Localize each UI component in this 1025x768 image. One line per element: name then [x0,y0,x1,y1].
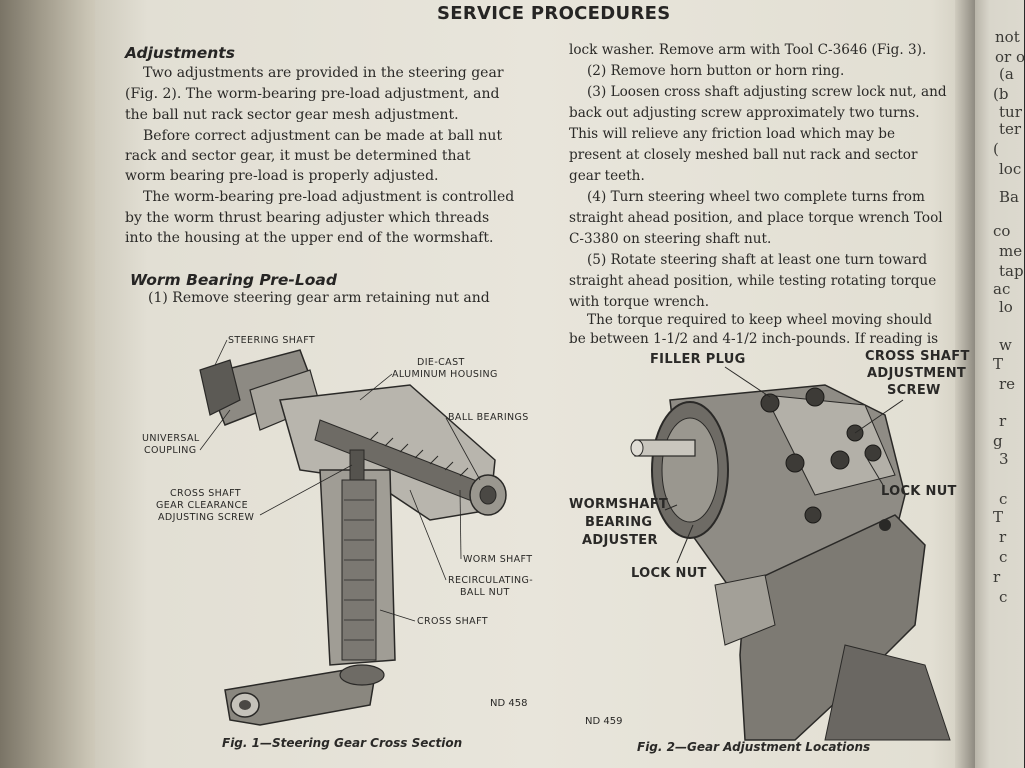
body-line: straight ahead position, while testing rotating torque [569,273,937,289]
label-ball-nut: BALL NUT [460,587,510,598]
label-cross-shaft-adj-2: ADJUSTMENT [867,366,967,381]
label-cross-shaft-adj-3: SCREW [887,383,941,398]
next-page-fragment: T [993,355,1004,373]
body-line: Two adjustments are provided in the steering gear [143,65,504,81]
body-line: gear teeth. [569,168,645,184]
body-line: lock washer. Remove arm with Tool C-3646 (Fig. 3). [569,42,927,58]
label-ball-bearings: BALL BEARINGS [448,412,529,423]
body-line: by the worm thrust bearing adjuster which threads [125,210,490,226]
body-line: C-3380 on steering shaft nut. [569,231,772,247]
next-page-fragment: not [995,28,1020,46]
body-line: (Fig. 2). The worm-bearing pre-load adjustment, and [125,86,500,102]
next-page-fragment: ter [999,120,1022,138]
figure-1-cross-section [130,330,560,730]
next-page-fragment: me [999,242,1023,260]
steering-gear-photo-drawing [631,385,950,740]
label-coupling: COUPLING [144,445,197,456]
label-aluminum-housing: ALUMINUM HOUSING [392,369,498,380]
figure-2-caption: Fig. 2—Gear Adjustment Locations [637,740,871,754]
body-line: (1) Remove steering gear arm retaining nut and [148,290,490,306]
steering-gear-cross-section-drawing [200,350,506,725]
next-page-fragment: w [999,336,1012,354]
next-page-fragment: c [999,588,1008,606]
section-heading-worm-bearing: Worm Bearing Pre-Load [130,271,337,289]
next-page-fragment: 3 [999,450,1009,468]
next-page-fragment: r [999,412,1007,430]
body-line: (4) Turn steering wheel two complete turns from [587,189,925,205]
body-line: into the housing at the upper end of the wormshaft. [125,230,494,246]
next-page-strip [975,0,1024,768]
body-line: be between 1-1/2 and 4-1/2 inch-pounds. If reading is [569,331,939,347]
next-page-fragment: co [993,222,1011,240]
next-page-fragment: ( [993,140,999,158]
next-page-fragment: T [993,508,1004,526]
section-heading-adjustments: Adjustments [125,44,235,62]
label-die-cast: DIE-CAST [417,357,465,368]
label-lock-nut-left: LOCK NUT [631,566,707,581]
label-steering-shaft: STEERING SHAFT [228,335,316,346]
next-page-fragment: r [993,568,1001,586]
label-cross-shaft-gear-2: GEAR CLEARANCE [156,500,248,511]
body-line: rack and sector gear, it must be determined that [125,148,471,164]
next-page-fragment: lo [999,298,1013,316]
label-cross-shaft: CROSS SHAFT [417,616,488,627]
body-line: (3) Loosen cross shaft adjusting screw lock nut, and [587,84,947,100]
next-page-fragment: r [999,528,1007,546]
label-wormshaft: WORMSHAFT [569,497,669,512]
label-recirculating: RECIRCULATING- [448,575,534,586]
book-page-edges [0,0,110,768]
label-filler-plug: FILLER PLUG [650,352,746,367]
body-line: (5) Rotate steering shaft at least one turn toward [587,252,928,268]
body-line: The worm-bearing pre-load adjustment is controlled [143,189,515,205]
next-page-fragment: re [999,375,1016,393]
body-line: the ball nut rack sector gear mesh adjustment. [125,107,459,123]
label-worm-shaft: WORM SHAFT [463,554,533,565]
body-line: present at closely meshed ball nut rack and sector [569,147,918,163]
label-bearing: BEARING [585,515,653,530]
next-page-fragment: tur [999,103,1022,121]
figure-1-number: ND 458 [490,698,528,709]
next-page-fragment: (a [999,65,1014,83]
body-line: The torque required to keep wheel moving should [587,312,933,328]
label-lock-nut-right: LOCK NUT [881,484,957,499]
next-page-fragment: loc [999,160,1022,178]
body-line: Before correct adjustment can be made at ball nut [143,128,503,144]
body-line: (2) Remove horn button or horn ring. [587,63,845,79]
figure-2-adjustment-locations [565,345,970,740]
body-line: worm bearing pre-load is properly adjusted. [125,168,439,184]
page-header: SERVICE PROCEDURES [437,3,671,24]
next-page-fragment: tap [999,262,1024,280]
label-cross-shaft-gear-3: ADJUSTING SCREW [158,512,255,523]
figure-2-number: ND 459 [585,716,623,727]
label-adjuster: ADJUSTER [582,533,658,548]
next-page-fragment: or o [995,48,1025,66]
body-line: back out adjusting screw approximately two turns. [569,105,920,121]
next-page-fragment: Ba [999,188,1019,206]
next-page-fragment: c [999,490,1008,508]
next-page-fragment: ac [993,280,1011,298]
body-line: This will relieve any friction load which may be [569,126,896,142]
figure-1-caption: Fig. 1—Steering Gear Cross Section [222,736,463,750]
label-cross-shaft-gear-1: CROSS SHAFT [170,488,241,499]
label-universal: UNIVERSAL [142,433,200,444]
next-page-fragment: c [999,548,1008,566]
body-line: with torque wrench. [569,294,710,310]
next-page-fragment: g [993,432,1003,450]
label-cross-shaft-adj-1: CROSS SHAFT [865,349,970,364]
body-line: straight ahead position, and place torque wrench Tool [569,210,943,226]
next-page-fragment: (b [993,85,1009,103]
book-gutter [955,0,975,768]
